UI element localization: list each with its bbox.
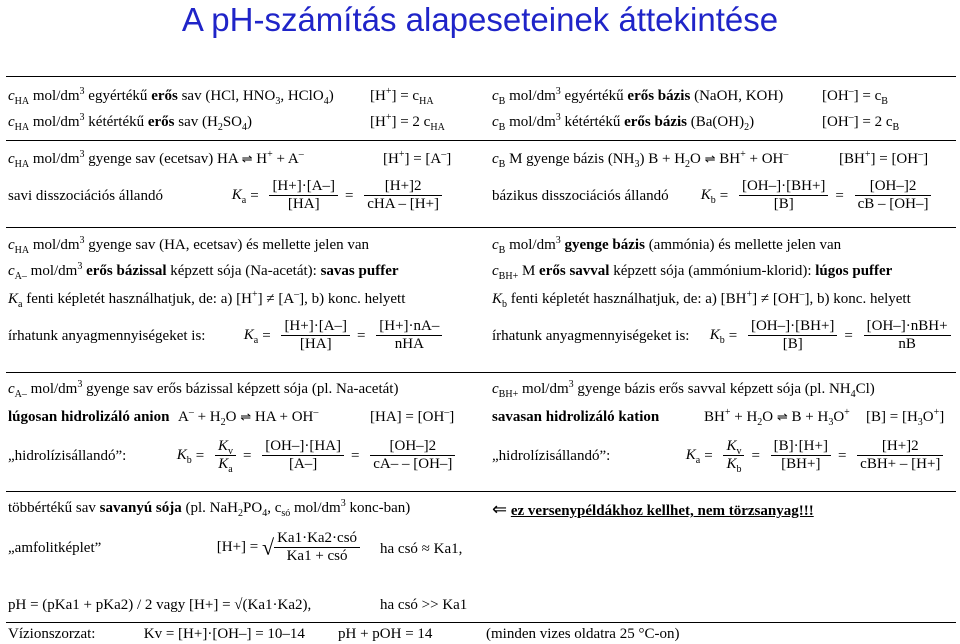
double-arrow-left-icon: ⇐ <box>492 499 508 519</box>
salt-hydrolysis-intro: $c_{A-}$ mol/$dm^3$ gyenge sav erős bázissal képzett sója (pl. Na-acetát) <box>8 379 399 400</box>
equilibrium-arrow-icon: ⇌ <box>776 409 788 424</box>
weak-base-buffer-intro: $c_B$ mol/$dm^3$ gyenge bázis (ammónia) és mellette jelen van <box>492 235 842 256</box>
ampholyte-formula: „amfolitképlet” [H+] = √ $\frac{\text{Ka1·Ka2·csó}}{\text{Ka1 + csó}}$ ha csó ≈ Ka1, <box>8 530 463 564</box>
amount-formula: írhatunk anyagmennyiségeket is: $K_a$ = $\frac{[H+]\cdot[A-]}{[HA]}$ = $\frac{[H+]\cdot nA-}{\text{nHA}}$ <box>8 318 445 353</box>
anion-hydrolysis: lúgosan hidrolizáló anion $A^- + H_2O$ ⇌ HA + OH– [HA] = [OH–] <box>8 407 455 428</box>
equilibrium-arrow-icon: ⇌ <box>704 151 716 166</box>
right-column <box>492 80 952 520</box>
acid-buffer-salt: $c_{A-}$ mol/$dm^3$ erős bázissal képzett sója (Na-acetát): savas puffer <box>8 261 399 282</box>
anion-hydrolysis-constant: „hidrolízisállandó”: $K_b$ = $\frac{K_v}{K_a}$ = $\frac{[OH-]\cdot[HA]}{[A-]}$ = $\frac{[OH-]2}{cA- - [OH-]}$ <box>8 438 458 473</box>
strong-base-monoprotic: $c_B$ mol/$dm^3$ egyértékű erős bázis (NaOH, KOH) $[OH^-] = c_B$ <box>492 86 888 107</box>
page-title: A pH-számítás alapeseteinek áttekintése <box>181 1 779 38</box>
acid-dissociation-constant: savi disszociációs állandó $K_a$ = $\frac{[H+]\cdot[A-]}{[HA]}$ = $\frac{[H+]2}{\text{cHA – [H+]}}$ <box>8 178 445 213</box>
cation-hydrolysis: savasan hidrolizáló kation $BH^+ + H_2O$ ⇌ $B + H_3O^+$ $[B] = [H_3O^+]$ <box>492 407 945 428</box>
strong-acid-monoprotic: $c_{HA}$ mol/$dm^3$ egyértékű erős sav (HCl, $HNO_3$, HClO$_4$) $[H^+] = c_{HA}$ <box>8 86 434 107</box>
base-amount-formula: írhatunk anyagmennyiségeket is: $K_b$ = $\frac{[OH-]\cdot[BH+]}{[B]}$ = $\frac{\text{[OH–]·nBH+}}{nB}$ <box>492 318 954 353</box>
sqrt-icon: √ <box>262 534 275 560</box>
ph-ampholyte: pH = (pKa1 + pKa2) / 2 vagy [H+] = √(Ka1·Ka2), ha csó >> Ka1 <box>8 597 468 613</box>
base-dissociation-constant: bázikus disszociációs állandó $K_b$ = $\frac{[OH-]\cdot[BH+]}{[B]}$ = $\frac{[OH-]2}{cB - [OH-]}$ <box>492 178 934 213</box>
weak-acid-buffer-intro: $c_{HA}$ mol/$dm^3$ gyenge sav (HA, ecetsav) és mellette jelen van <box>8 235 370 256</box>
cation-hydrolysis-constant: „hidrolízisállandó”: $K_a$ = $\frac{K_v}{K_b}$ = $\frac{[B]\cdot[H+]}{[BH+]}$ = $\frac{[H+]2}{\text{cBH+ – [H+]}}$ <box>492 438 946 473</box>
competition-note: ⇐ ez versenypéldákhoz kellhet, nem törzsanyag!!! <box>492 499 814 519</box>
ka-usage-note: $K_a$ fenti képletét használhatjuk, de: a) [H+] ≠ [A–], b) konc. helyett <box>8 289 406 310</box>
weak-acid-line: $c_{HA}$ mol/$dm^3$ gyenge sav (ecetsav) HA ⇌ H+ + A– [H+] = [A–] <box>8 149 452 170</box>
equilibrium-arrow-icon: ⇌ <box>240 409 252 424</box>
strong-base-diprotic: $c_B$ mol/$dm^3$ kétértékű erős bázis $(Ba(OH)_2)$ [OH–] = 2 $c_B$ <box>492 112 900 133</box>
base-buffer-salt: $c_{BH+}$ M erős savval képzett sója (ammónium-klorid): lúgos puffer <box>492 263 893 282</box>
weak-base-line: $c_B$ M gyenge bázis $(NH_3) B + H_2O$ ⇌ BH+ + OH– [BH+] = [OH–] <box>492 149 929 170</box>
water-ion-product: Vízionszorzat: Kv = [H+]·[OH–] = 10–14 pH + pOH = 14 (minden vizes oldatra 25 °C-on) <box>8 626 680 642</box>
rule-top <box>6 76 956 77</box>
strong-acid-diprotic: $c_{HA}$ mol/$dm^3$ kétértékű erős sav $(H_2SO_4)$ [H+] = 2 $c_{HA}$ <box>8 112 445 133</box>
kb-usage-note: $K_b$ fenti képletét használhatjuk, de: a) [BH+] ≠ [OH–], b) konc. helyett <box>492 289 911 310</box>
base-salt-hydrolysis-intro: $c_{BH+}$ mol/$dm^3$ gyenge bázis erős savval képzett sója (pl. $NH_4Cl$) <box>492 379 875 400</box>
equilibrium-arrow-icon: ⇌ <box>241 151 253 166</box>
acid-salt-intro: többértékű sav savanyú sója (pl. $NaH_2PO_4$, $c_{só}$ mol/$dm^3$ konc-ban) <box>8 498 411 519</box>
